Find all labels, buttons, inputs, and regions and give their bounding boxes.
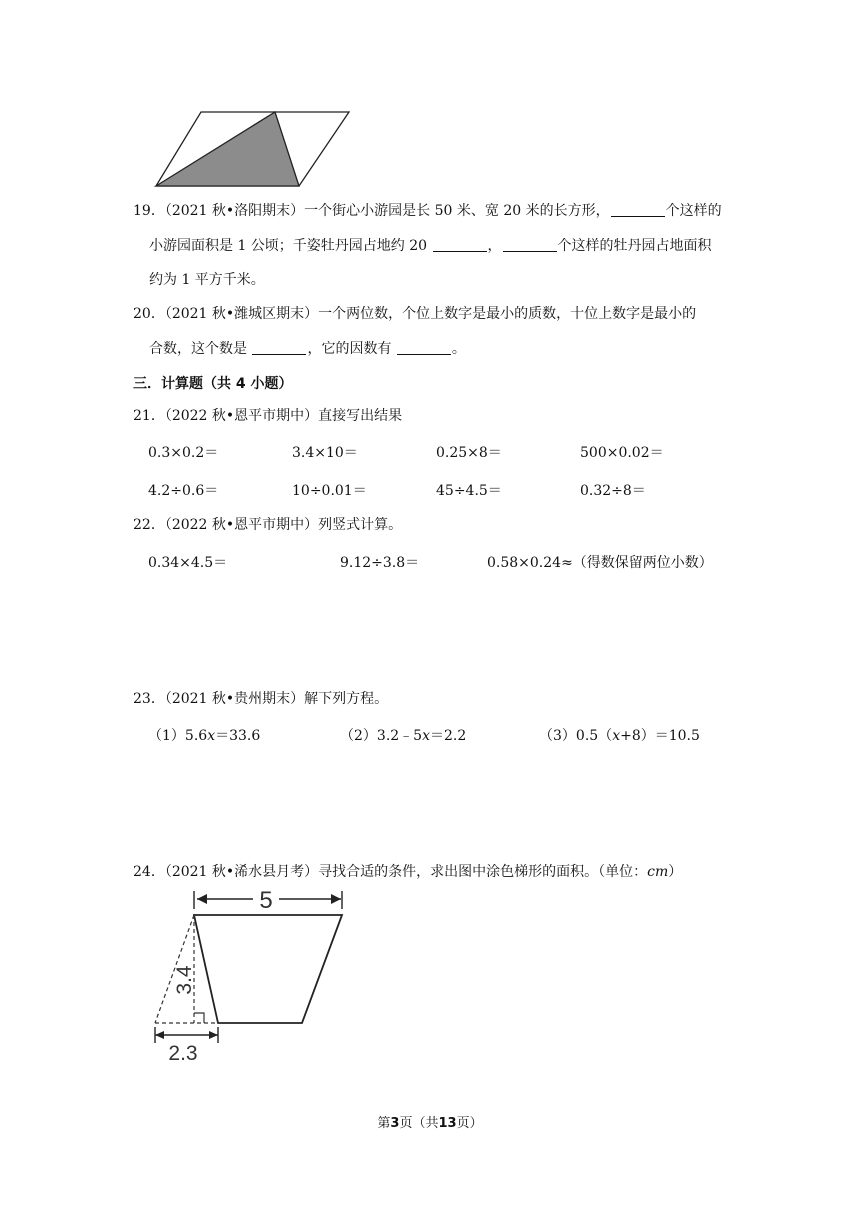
equation-label: （1） xyxy=(148,728,185,744)
footer-text: 页（共 xyxy=(399,1116,439,1131)
question-text: 约为 1 平方千米。 xyxy=(149,272,265,288)
answer-blank[interactable] xyxy=(503,237,557,252)
question-text: ， xyxy=(487,238,502,254)
parallelogram-figure xyxy=(150,108,355,190)
question-23 xyxy=(133,689,388,709)
calc-item: 10÷0.01＝ xyxy=(292,483,367,499)
question-text: 。 xyxy=(451,341,466,357)
question-source: （2021 秋•浠水县月考） xyxy=(164,864,319,880)
bottom-length-label: 2.3 xyxy=(168,1042,198,1065)
equation-label: （2） xyxy=(340,728,377,744)
equation-part: 5.6 xyxy=(184,728,208,744)
equation-3 xyxy=(539,725,700,745)
equation-label: （3） xyxy=(539,728,576,744)
question-text: 小游园面积是 1 公顷；千姿牡丹园占地约 20 xyxy=(149,238,432,254)
calc-item: 0.32÷8＝ xyxy=(580,483,646,499)
arrow-head xyxy=(331,894,341,904)
calc-item: 0.25×8＝ xyxy=(436,445,502,461)
equation-part: 3.2﹣5 xyxy=(376,728,423,744)
question-source: （2022 秋•恩平市期中） xyxy=(164,408,319,424)
arrow-head xyxy=(197,894,207,904)
calc-item: 45÷4.5＝ xyxy=(436,483,502,499)
question-source: （2021 秋•贵州期末） xyxy=(164,691,305,707)
top-length-label: 5 xyxy=(259,887,273,914)
question-text: 列竖式计算。 xyxy=(318,517,403,533)
question-number: 24． xyxy=(133,864,165,880)
question-source: （2021 秋•洛阳期末） xyxy=(164,203,305,219)
question-text: 解下列方程。 xyxy=(304,691,389,707)
equation-variable: x xyxy=(422,728,430,744)
equation-variable: x xyxy=(207,728,216,744)
question-number: 23． xyxy=(133,691,165,707)
question-text: 一个街心小游园是长 50 米、宽 20 米的长方形， xyxy=(304,203,610,219)
question-text: ） xyxy=(668,864,683,880)
question-number: 21． xyxy=(133,408,165,424)
unit: cm xyxy=(647,864,669,880)
equation-part: +8）＝10.5 xyxy=(620,728,700,744)
shaded-triangle xyxy=(156,112,299,186)
calc-item: 0.3×0.2＝ xyxy=(148,445,219,461)
equation-1 xyxy=(148,725,260,745)
question-text: 直接写出结果 xyxy=(318,408,403,424)
calc-item: 500×0.02＝ xyxy=(580,445,664,461)
question-19-line-3 xyxy=(149,270,265,290)
calc-item: 9.12÷3.8＝ xyxy=(340,555,420,571)
calc-item: 4.2÷0.6＝ xyxy=(148,483,219,499)
equation-variable: x xyxy=(612,728,621,744)
question-text: 合数，这个数是 xyxy=(149,341,252,357)
arrow-head xyxy=(209,1031,218,1039)
question-21 xyxy=(133,406,402,426)
question-text: 寻找合适的条件，求出图中涂色梯形的面积。（单位： xyxy=(318,864,648,880)
equation-part: 0.5（ xyxy=(575,728,613,744)
page-number: 3 xyxy=(390,1116,400,1131)
height-label: 3.4 xyxy=(173,965,196,995)
arrow-head xyxy=(155,1031,164,1039)
footer-text: 页） xyxy=(456,1116,483,1131)
trapezoid-shape xyxy=(194,915,342,1023)
equation-part: ＝33.6 xyxy=(215,728,261,744)
right-angle-mark xyxy=(194,1013,204,1023)
page-total: 13 xyxy=(438,1116,457,1131)
question-number: 22． xyxy=(133,517,165,533)
question-source: （2022 秋•恩平市期中） xyxy=(164,517,319,533)
calc-item: 0.58×0.24≈（得数保留两位小数） xyxy=(487,555,713,571)
question-19-line-2 xyxy=(149,236,712,256)
equation-2 xyxy=(340,725,466,745)
page-footer xyxy=(0,1112,860,1131)
calc-item: 0.34×4.5＝ xyxy=(148,555,228,571)
question-text: 个这样的 xyxy=(665,203,722,219)
question-number: 19． xyxy=(133,203,165,219)
question-text: ，它的因数有 xyxy=(307,341,396,357)
question-number: 20． xyxy=(133,306,165,322)
trapezoid-figure xyxy=(145,885,355,1065)
answer-blank[interactable] xyxy=(611,202,665,217)
question-source: （2021 秋•潍城区期末） xyxy=(164,306,319,322)
section-heading: 三．计算题（共 4 小题） xyxy=(133,376,293,392)
question-24 xyxy=(133,862,682,882)
answer-blank[interactable] xyxy=(397,340,451,355)
answer-blank[interactable] xyxy=(433,237,487,252)
question-text: 个这样的牡丹园占地面积 xyxy=(557,238,712,254)
question-20-line-2 xyxy=(149,339,466,359)
equation-part: ＝2.2 xyxy=(430,728,467,744)
question-19-line-1 xyxy=(133,201,722,221)
question-22 xyxy=(133,515,402,535)
question-20-line-1 xyxy=(133,304,696,324)
footer-text: 第 xyxy=(377,1116,391,1131)
answer-blank[interactable] xyxy=(252,340,306,355)
calc-item: 3.4×10＝ xyxy=(292,445,358,461)
question-text: 一个两位数，个位上数字是最小的质数，十位上数字是最小的 xyxy=(318,306,697,322)
